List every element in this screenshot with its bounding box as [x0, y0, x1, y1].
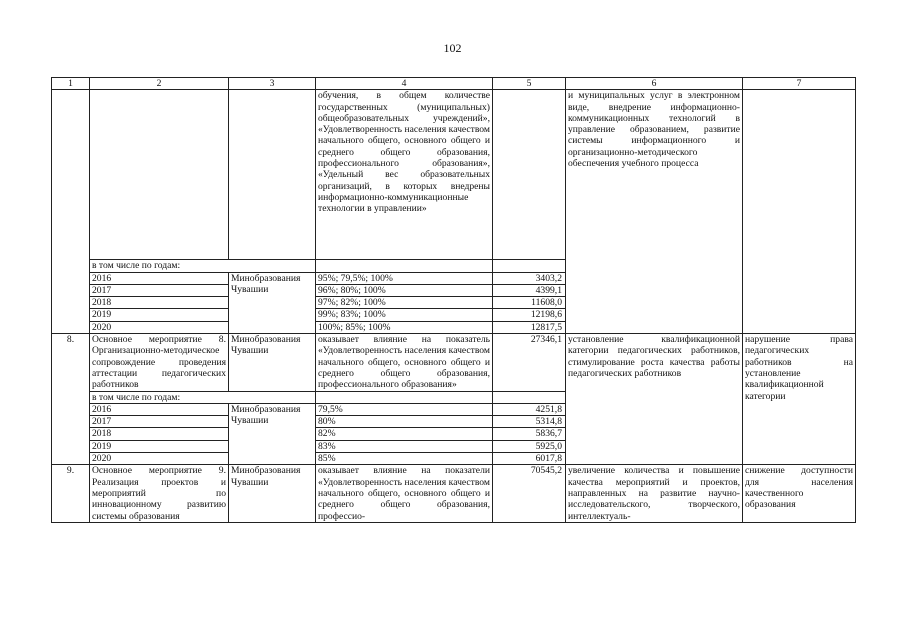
year-amount-cell: 6017,8: [493, 453, 566, 465]
result-cell: увеличение количества и повышение качества мероприятий и проектов, направленных на развитие научно-исследовательского, творческого, интеллектуаль-: [566, 465, 743, 522]
amount-cell: 70545,2: [493, 465, 566, 522]
table-row: [52, 334, 856, 391]
consequence-cell: [743, 90, 856, 334]
page-number: 102: [443, 41, 462, 55]
year-amount-cell: 4251,8: [493, 403, 566, 415]
year-cell: 2019: [90, 309, 229, 321]
year-value-cell: 95%; 79,5%; 100%: [316, 272, 493, 284]
year-value-cell: 85%: [316, 453, 493, 465]
indicator-cell: [316, 260, 493, 272]
row-number-cell: 8.: [52, 334, 90, 465]
year-amount-cell: 11608,0: [493, 297, 566, 309]
year-cell: 2016: [90, 272, 229, 284]
table-row: [52, 465, 856, 522]
year-amount-cell: 4399,1: [493, 284, 566, 296]
by-years-label: в том числе по годам:: [90, 260, 316, 272]
program-table: [51, 77, 856, 523]
year-amount-cell: 12817,5: [493, 321, 566, 333]
table-row: [52, 90, 856, 260]
year-value-cell: 83%: [316, 440, 493, 452]
year-cell: 2018: [90, 297, 229, 309]
result-cell: и муниципальных услуг в электронном виде, внедрение информационно-коммуникационных технологий в управление образованием, развитие системы информационного и организационно-методического обеспечения учебного процесса: [566, 90, 743, 334]
year-cell: 2020: [90, 321, 229, 333]
by-years-label: в том числе по годам:: [90, 391, 316, 403]
year-amount-cell: 5314,8: [493, 416, 566, 428]
indicator-cell: оказывает влияние на показатели «Удовлетворенность населения качеством начального общего, основного общего и среднего общего образования, профессио-: [316, 465, 493, 522]
consequence-cell: снижение доступности для населения качественного образования: [743, 465, 856, 522]
year-cell: 2018: [90, 428, 229, 440]
amount-cell: [493, 260, 566, 272]
col-number: 1: [52, 78, 90, 90]
year-cell: 2019: [90, 440, 229, 452]
row-number-cell: 9.: [52, 465, 90, 522]
year-value-cell: 96%; 80%; 100%: [316, 284, 493, 296]
column-numbers-row: [52, 78, 856, 90]
col-number: 2: [90, 78, 229, 90]
col-number: 6: [566, 78, 743, 90]
amount-cell: 27346,1: [493, 334, 566, 391]
year-value-cell: 79,5%: [316, 403, 493, 415]
year-amount-cell: 5925,0: [493, 440, 566, 452]
col-number: 7: [743, 78, 856, 90]
year-value-cell: 82%: [316, 428, 493, 440]
result-cell: установление квалификационной категории педагогических работников, стимулирование роста качества работы педагогических работников: [566, 334, 743, 465]
year-value-cell: 100%; 85%; 100%: [316, 321, 493, 333]
executor-cell: [229, 90, 316, 260]
year-amount-cell: 5836,7: [493, 428, 566, 440]
measure-name-cell: Основное мероприятие 9. Реализация проектов и мероприятий по инновационному развитию системы образования: [90, 465, 229, 522]
executor-cell: Минобразования Чувашии: [229, 334, 316, 391]
amount-cell: [493, 90, 566, 260]
year-amount-cell: 12198,6: [493, 309, 566, 321]
year-cell: 2017: [90, 416, 229, 428]
year-cell: 2020: [90, 453, 229, 465]
year-amount-cell: 3403,2: [493, 272, 566, 284]
col-number: 5: [493, 78, 566, 90]
measure-name-cell: [90, 90, 229, 260]
amount-cell: [493, 391, 566, 403]
col-number: 3: [229, 78, 316, 90]
year-value-cell: 80%: [316, 416, 493, 428]
indicator-cell: обучения, в общем количестве государственных (муниципальных) общеобразовательных учреждений», «Удовлетворенность населения качеством начального общего, основного общего и среднего общего образования, профессионального образования», «Удельный вес образовательных организаций, в которых внедрены информационно-коммуникационные технологии в управлении»: [316, 90, 493, 260]
measure-name-cell: Основное мероприятие 8. Организационно-методическое сопровождение проведения аттестации педагогических работников: [90, 334, 229, 391]
col-number: 4: [316, 78, 493, 90]
year-value-cell: 97%; 82%; 100%: [316, 297, 493, 309]
indicator-cell: оказывает влияние на показатель «Удовлетворенность населения качеством начального общего, основного общего и среднего общего образования, профессионального образования»: [316, 334, 493, 391]
executor-cell: Минобразования Чувашии: [229, 403, 316, 464]
year-cell: 2017: [90, 284, 229, 296]
indicator-cell: [316, 391, 493, 403]
year-value-cell: 99%; 83%; 100%: [316, 309, 493, 321]
row-number-cell: [52, 90, 90, 334]
year-cell: 2016: [90, 403, 229, 415]
consequence-cell: нарушение права педагогических работников на установление квалификационной категории: [743, 334, 856, 465]
executor-cell: Минобразования Чувашии: [229, 465, 316, 522]
executor-cell: Минобразования Чувашии: [229, 272, 316, 333]
